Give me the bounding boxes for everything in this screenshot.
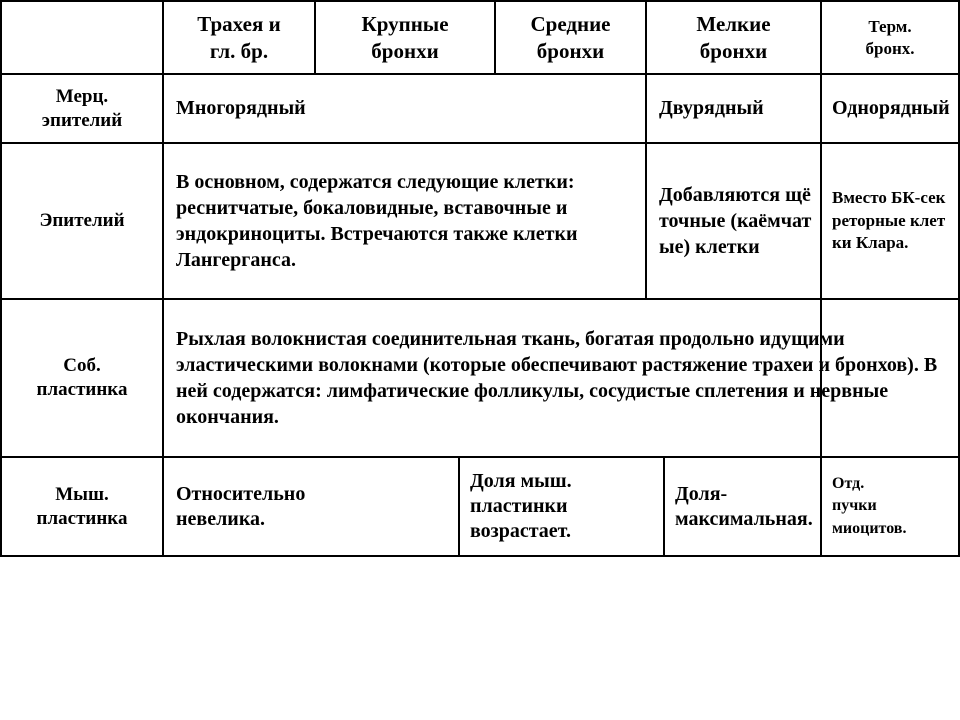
cell-double-row — [647, 75, 820, 142]
cell-single-row — [822, 75, 958, 142]
header-medium-bronchi-text: Средние бронхи — [530, 12, 611, 63]
table-rule — [0, 555, 960, 557]
row-label-ciliated — [2, 75, 162, 142]
cell-muscle-first — [164, 458, 458, 555]
cell-muscle-term — [822, 458, 958, 555]
cell-double-row-text: Двурядный — [659, 97, 764, 120]
header-terminal-bronchioles-text: Терм. бронх. — [865, 17, 915, 58]
cell-muscle-mid-text: Доля мыш. пластинки возрастает. — [470, 470, 572, 542]
cell-muscle-mid — [460, 458, 663, 555]
header-medium-bronchi — [496, 2, 645, 73]
header-trachea-text: Трахея и гл. бр. — [197, 12, 281, 63]
cell-muscle-first-text: Относительно невелика. — [176, 482, 306, 530]
header-terminal-bronchioles — [822, 2, 958, 73]
cell-single-row-text: Однорядный — [832, 97, 950, 120]
cell-epithelium-small — [647, 144, 820, 298]
header-small-bronchi — [647, 2, 820, 73]
cell-muscle-term-text: Отд. пучки миоцитов. — [832, 475, 907, 537]
row-label-lamina — [2, 300, 162, 456]
cell-multirow-text: Многорядный — [176, 97, 306, 120]
header-small-bronchi-text: Мелкие бронхи — [696, 12, 771, 63]
cell-epithelium-term-text: Вместо БК-секреторные клетки Клара. — [832, 188, 946, 253]
cell-epithelium-main-text: В основном, содержатся следующие клетки: реснитчатые, бокаловидные, вставочные и эндокриноциты. Встречаются также клетки Лангерганса. — [176, 171, 578, 271]
cell-muscle-small-text: Доля- максимальная. — [675, 482, 813, 530]
header-large-bronchi — [316, 2, 494, 73]
header-trachea — [164, 2, 314, 73]
cell-epithelium-term — [822, 144, 958, 298]
row-label-muscle-text: Мыш. пластинка — [36, 483, 128, 529]
row-label-lamina-text: Соб. пластинка — [36, 355, 128, 400]
cell-epithelium-main — [164, 144, 645, 298]
row-label-epithelium — [2, 144, 162, 298]
cell-lamina-description: Рыхлая волокнистая соединительная ткань, богатая продольно идущими эластическими волокнами (которые обеспечивают растяжение трахеи и бронхов). В ней содержатся: лимфатические фолликулы, сосудистые сплетения и нервные окончания. — [176, 328, 938, 428]
cell-lamina-text — [164, 300, 958, 456]
cell-epithelium-small-text: Добавляются щёточные (каёмчатые) клетки — [659, 184, 812, 258]
header-large-bronchi-text: Крупные бронхи — [361, 12, 449, 63]
row-label-ciliated-text: Мерц. эпителий — [41, 85, 123, 131]
cell-muscle-small — [665, 458, 820, 555]
cell-multirow — [164, 75, 645, 142]
row-label-epithelium-text: Эпителий — [39, 210, 125, 232]
row-label-muscle — [2, 458, 162, 555]
